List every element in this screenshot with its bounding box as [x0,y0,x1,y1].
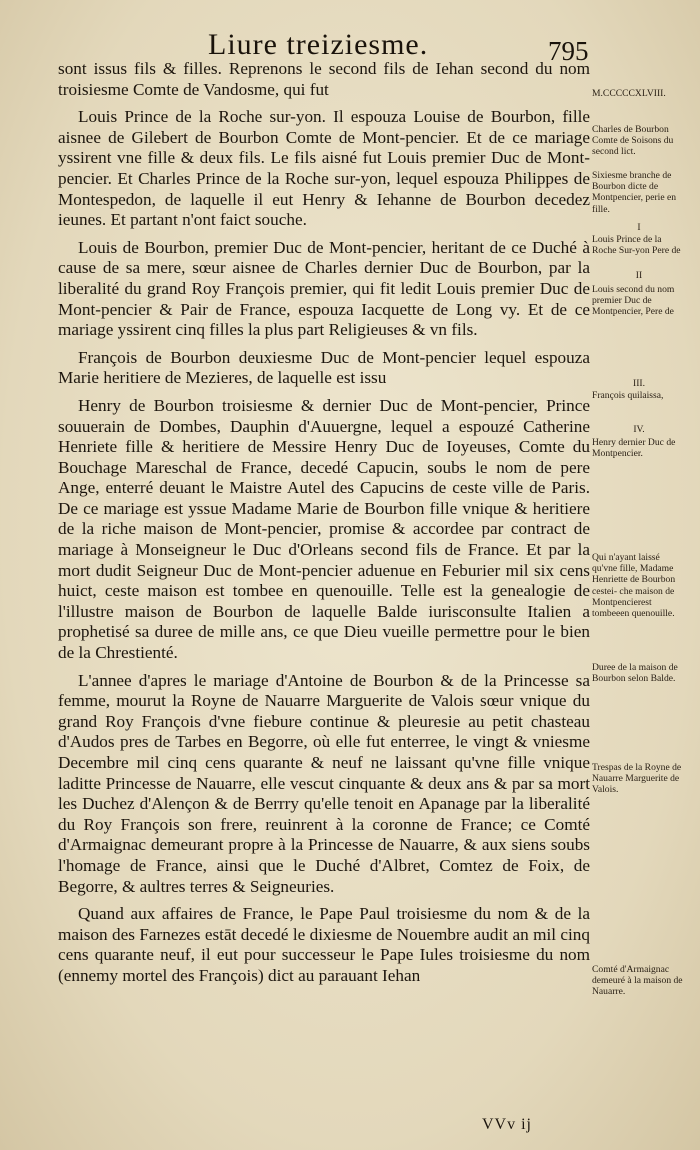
margin-note-sixth-branch: Sixiesme branche de Bourbon dicte de Montpencier, perie en fille. [592,170,677,215]
margin-note-duree: Duree de la maison de Bourbon selon Balde. [592,662,678,685]
paragraph-4: François de Bourbon deuxiesme Duc de Mont-pencier lequel espouza Marie heritiere de Mezieres, de laquelle est issu [58,347,590,388]
margin-note-armaignac: Comté d'Armaignac demeuré à la maison de Nauarre. [592,964,683,998]
margin-note-louis-prince: Louis Prince de la Roche Sur-yon Pere de [592,234,681,257]
paragraph-7: Quand aux affaires de France, le Pape Paul troisiesme du nom & de la maison des Farnezes estāt decedé le dixiesme de Nouembre audit an mil cinq cens quarante neuf, il eut pour successeur le Pape Iules troisiesme du nom (ennemy mortel des François) dict au parauant Iehan [58,904,590,985]
page-number: 795 [548,36,589,66]
running-title: Liure treiziesme. [208,28,429,61]
margin-note-charles: Charles de Bourbon Comte de Soisons du second lict. [592,124,674,158]
margin-note-year: M.CCCCCXLVIII. [592,88,666,99]
margin-note-henry: Henry dernier Duc de Montpencier. [592,437,676,460]
margin-note-trespas: Trespas de la Royne de Nauarre Marguerite de Valois. [592,762,682,796]
paragraph-5: Henry de Bourbon troisiesme & dernier Duc de Mont-pencier, Prince souuerain de Dombes, Dauphin d'Auuergne, lequel a espouzé Catherine Henriete fille & heritiere de Messire Henry Duc de Ioyeuses, Comte du Bouchage Mareschal de France, decedé Capucin, soubs le nom de pere Ange, enterré deuant le Maistre Autel des Capucins de ceste ville de Paris. De ce mariage est yssue Madame Marie de Bourbon fille vnique & heritiere de la riche maison de Mont-pencier, promise & accordee par contract de mariage à Monseigneur le Duc d'Orleans second fils de France. Et par la mort dudit Seigneur Duc de Mont-pencier aduenue en Feburier mil six cens huict, ceste maison est tombee en quenouille. Telle est la genealogie de l'illustre maison de Bourbon de laquelle Balde iurisconsulte Italien a prophetisé sa duree de mille ans, ce que Dieu vueille permettre pour le bien de la Chrestienté. [58,395,590,663]
paragraph-1: sont issus fils & filles. Reprenons le second fils de Iehan second du nom troisiesme Comte de Vandosme, qui fut [58,59,590,99]
margin-note-numeral-3: III. [633,378,645,389]
margin-note-quenouille: Qui n'ayant laissé qu'vne fille, Madame Henriette de Bourbon cestei- che maison de Montpencierest tombeeen quenouille. [592,552,676,620]
margin-note-francois: François quilaissa, [592,390,664,401]
margin-note-louis-second: Louis second du nom premier Duc de Montpencier, Pere de [592,284,675,318]
main-text-column [58,59,590,994]
margin-note-numeral-1: I [637,222,641,233]
signature-mark: VVv ij [482,1116,532,1133]
margin-note-numeral-2: II [635,270,643,281]
paragraph-3: Louis de Bourbon, premier Duc de Mont-pencier, heritant de ce Duché à cause de sa mere, sœur aisnee de Charles dernier Duc de Bourbon, par la liberalité du grand Roy François premier, qui fit ledit Louis premier Duc de Mont-pencier & Pair de France, espouza Iacquette de Long vy. Et de ce mariage yssirent cinq filles la plus part Religieuses & vn fils. [58,237,590,340]
margin-note-numeral-4: IV. [633,424,645,435]
paragraph-6: L'annee d'apres le mariage d'Antoine de Bourbon & de la Princesse sa femme, mourut la Royne de Nauarre Marguerite de Valois sœur vnique du grand Roy François d'vne fiebure continue & pleuresie au petit chasteau d'Audos pres de Tarbes en Begorre, où elle fut enterree, le vingt & vniesme Decembre mil cinq cens quarante & neuf ne laissant qu'vne fille vnique laditte Princesse de Nauarre, elle vescut cinquante & deux ans & par sa mort les Duchez d'Alençon & de Berrry qu'elle tenoit en Apanage par la liberalité du Roy François son frere, reuinrent à la coronne de France; ce Comté d'Armaignac demeurant propre à la Princesse de Nauarre, & aux siens soubs l'homage de France, ainsi que le Duché d'Albret, Comtez de Foix, de Begorre, & aultres terres & Seigneuries. [58,670,590,896]
paragraph-2: Louis Prince de la Roche sur-yon. Il espouza Louise de Bourbon, fille aisnee de Gilebert de Bourbon Comte de Mont-pencier. Et de ce mariage yssirent vne fille & deux fils. Le fils aisné fut Louis premier Duc de Mont-pencier. Et Charles Prince de la Roche sur-yon, lequel espouza Philippes de Montespedon, de laquelle il eut Henry & Iehanne de Bourbon decedez ieunes. Et partant n'ont faict souche. [58,107,590,230]
